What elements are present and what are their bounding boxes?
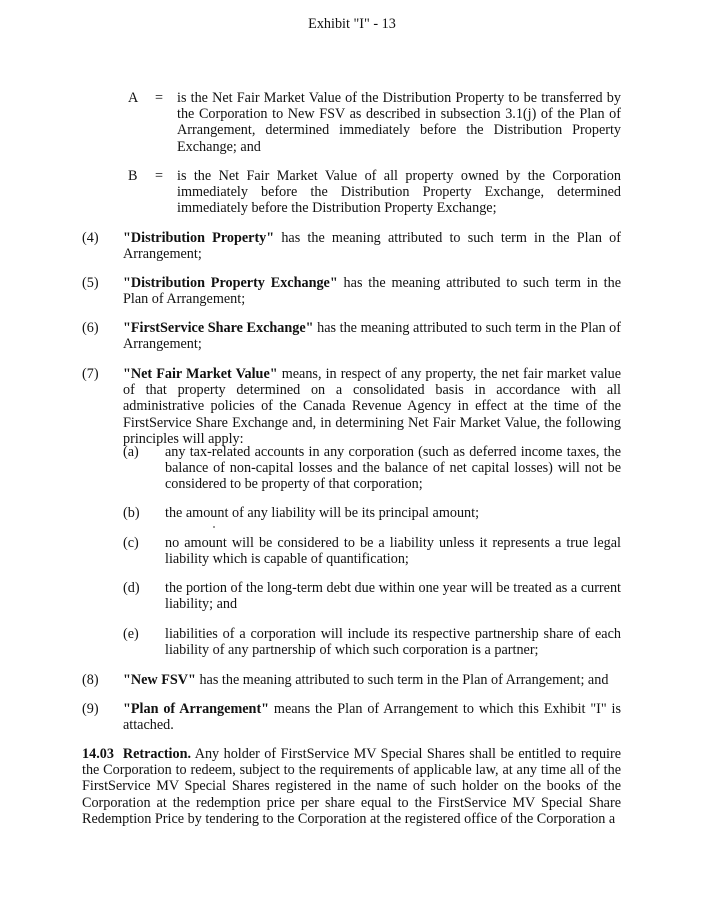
section-body: Any holder of FirstService MV Special Shares shall be entitled to require the Corporation to redeem, subject to the requirements of applicable law, at any time all of the FirstService MV Special Shares registered in the name of such holder on the books of the Corporation at the redemption price per share equal to the FirstService MV Special Share Redemption Price by tendering to the Corporation at the registered office of the Corporation a [82,746,622,827]
definition-text [123,275,621,307]
definition-body: has the meaning attributed to such term in the Plan of Arrangement; [123,230,621,263]
principle-text: any tax-related accounts in any corporation (such as deferred income taxes, the balance of non-capital losses and the balance of net capital losses) will not be considered to be property of that corporation; [165,444,621,493]
section-heading: Retraction. [122,746,192,762]
definition-number: (7) [82,366,99,382]
definition-term: "New FSV" [123,672,196,688]
formula-letter: A [128,90,139,106]
principle-number: (e) [123,626,139,642]
definition-body: means the Plan of Arrangement to which this Exhibit "I" is attached. [123,701,621,734]
definition-number: (9) [82,701,99,717]
definition-text [123,366,621,447]
definition-term: "FirstService Share Exchange" [123,320,314,336]
definition-text [123,320,621,352]
definition-body: has the meaning attributed to such term in the Plan of Arrangement; [123,275,621,308]
section-14-03 [82,746,621,827]
definition-number: (6) [82,320,99,336]
formula-letter: B [128,168,138,184]
definition-term: "Distribution Property Exchange" [123,275,338,291]
definition-body: has the meaning attributed to such term in the Plan of Arrangement; [123,320,621,353]
definition-body: has the meaning attributed to such term in the Plan of Arrangement; and [195,672,609,688]
definition-number: (8) [82,672,99,688]
section-number: 14.03 [82,746,114,762]
principle-text: no amount will be considered to be a liability unless it represents a true legal liability which is capable of quantification; [165,535,621,568]
formula-def-text: is the Net Fair Market Value of the Distribution Property to be transferred by the Corporation to New FSV as described in subsection 3.1(j) of the Plan of Arrangement, determined immediately before the Distribution Property Exchange; and [177,90,621,155]
formula-equals: = [155,90,164,106]
definition-text [123,672,621,688]
principle-number: (a) [123,444,139,460]
principle-number: (c) [123,535,139,551]
principle-number: (b) [123,505,140,521]
stray-mark [213,526,215,528]
definition-body: means, in respect of any property, the net fair market value of that property determined on a consolidated basis in accordance with all administrative policies of the Canada Revenue Agency in effect at the time of the FirstService Share Exchange and, in determining Net Fair Market Value, the following principles will apply: [123,366,621,447]
definition-text [123,230,621,262]
definition-term: "Plan of Arrangement" [123,701,270,717]
principle-text: liabilities of a corporation will include its respective partnership share of each liability of any partnership of which such corporation is a partner; [165,626,621,659]
formula-def-text: is the Net Fair Market Value of all property owned by the Corporation immediately before the Distribution Property Exchange, determined immediately before the Distribution Property Exchange; [177,168,621,217]
formula-equals: = [155,168,164,184]
definition-number: (5) [82,275,99,291]
definition-number: (4) [82,230,99,246]
principle-text: the amount of any liability will be its principal amount; [165,505,480,521]
definition-text [123,701,621,733]
definition-term: "Distribution Property" [123,230,275,246]
definition-term: "Net Fair Market Value" [123,366,278,382]
page-header: Exhibit "I" - 13 [308,16,396,32]
principle-number: (d) [123,580,140,596]
principle-text: the portion of the long-term debt due within one year will be treated as a current liability; and [165,580,621,613]
